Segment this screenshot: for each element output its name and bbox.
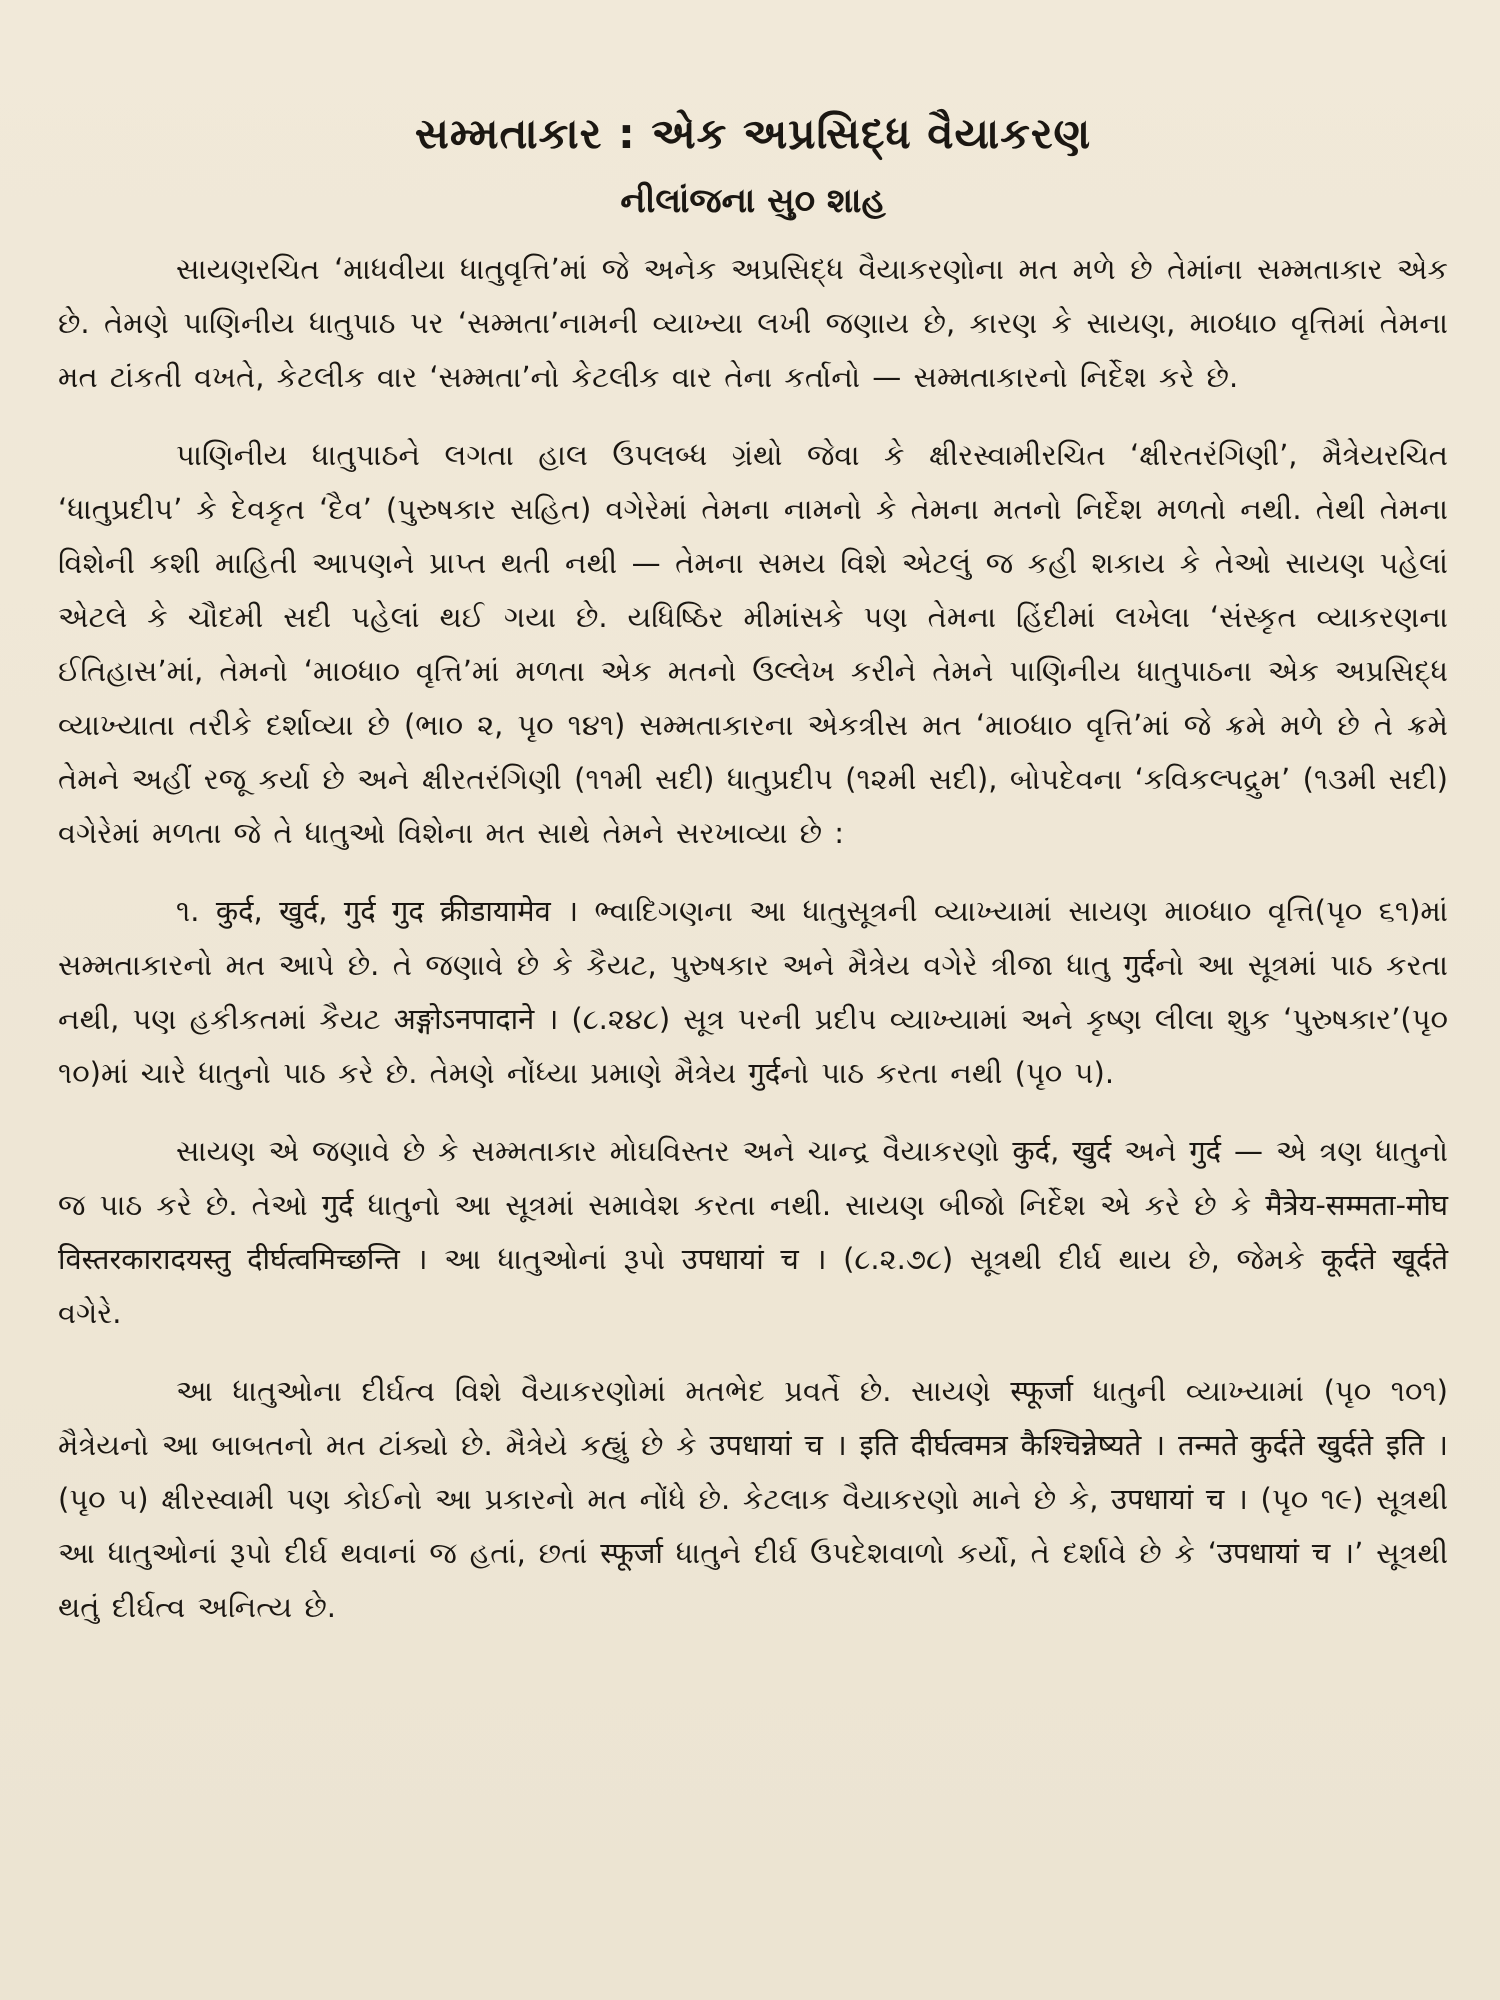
paragraph-5: આ ધાતુઓના દીર્ઘત્વ વિશે વૈયાકરણોમાં મતભેદ પ્રવર્તે છે. સાયણે स्फूर्जा ધાતુની વ્યાખ્યામાં (પૃ૦ ૧૦૧) મૈત્રેયનો આ બાબતનો મત ટાંક્યો છે. મૈત્રેયે કહ્યું છે કે उपधायां च । इति दीर्घत्वमत्र कैश्चिन्नेष्यते । तन्मते कुर्दते खुर्दते इति । (પૃ૦ ૫) ક્ષીરસ્વામી પણ કોઈનો આ પ્રકારનો મત નોંધે છે. કેટલાક વૈયાકરણો માને છે કે, उपधायां च । (પૃ૦ ૧૯) સૂત્રથી આ ધાતુઓનાં રૂપો દીર્ઘ થવાનાં જ હતાં, છતાં स्फूर्जा ધાતુને દીર્ઘ ઉપદેશવાળો કર્યો, તે દર્શાવે છે કે ‘उपधायां च ।’ સૂત્રથી થતું દીર્ઘત્વ અનિત્ય છે. <box>58 1374 1448 1624</box>
paragraph-3: ૧. कुर्द, खुर्द, गुर्द गुद क्रीडायामेव । ભ્વાદિગણના આ ધાતુસૂત્રની વ્યાખ્યામાં સાયણ મા૦ધા૦ વૃત્તિ(પૃ૦ ૬૧)માં સમ્મતાકારનો મત આપે છે. તે જણાવે છે કે કૈયટ, પુરુષકાર અને મૈત્રેય વગેરે ત્રીજા ધાતુ गुर्दનો આ સૂત્રમાં પાઠ કરતા નથી, પણ હકીકતમાં કૈયટ अङ्गोऽनपादाने । (૮.૨૪૮) સૂત્ર પરની પ્રદીપ વ્યાખ્યામાં અને કૃષ્ણ લીલા શુક ‘પુરુષકાર’(પૃ૦ ૧૦)માં ચારે ધાતુનો પાઠ કરે છે. તેમણે નોંધ્યા પ્રમાણે મૈત્રેય गुर्दનો પાઠ કરતા નથી (પૃ૦ ૫). <box>58 894 1448 1090</box>
paragraph-2: પાણિનીય ધાતુપાઠને લગતા હાલ ઉપલબ્ધ ગ્રંથો જેવા કે ક્ષીરસ્વામીરચિત ‘ક્ષીરતરંગિણી’, મૈત્રેયરચિત ‘ધાતુપ્રદીપ’ કે દેવકૃત ‘દૈવ’ (પુરુષકાર સહિત) વગેરેમાં તેમના નામનો કે તેમના મતનો નિર્દેશ મળતો નથી. તેથી તેમના વિશેની કશી માહિતી આપણને પ્રાપ્ત થતી નથી — તેમના સમય વિશે એટલું જ કહી શકાય કે તેઓ સાયણ પહેલાં એટલે કે ચૌદમી સદી પહેલાં થઈ ગયા છે. યધિષ્ઠિર મીમાંસકે પણ તેમના હિંદીમાં લખેલા ‘સંસ્કૃત વ્યાકરણના ઈતિહાસ’માં, તેમનો ‘મા૦ધા૦ વૃત્તિ’માં મળતા એક મતનો ઉલ્લેખ કરીને તેમને પાણિનીય ધાતુપાઠના એક અપ્રસિદ્ધ વ્યાખ્યાતા તરીકે દર્શાવ્યા છે (ભા૦ ૨, પૃ૦ ૧૪૧) સમ્મતાકારના એકત્રીસ મત ‘મા૦ધા૦ વૃત્તિ’માં જે ક્રમે મળે છે તે ક્રમે તેમને અહીં રજૂ કર્યા છે અને ક્ષીરતરંગિણી (૧૧મી સદી) ધાતુપ્રદીપ (૧૨મી સદી), બોપદેવના ‘કવિકલ્પદ્રુમ’ (૧૩મી સદી) વગેરેમાં મળતા જે તે ધાતુઓ વિશેના મત સાથે તેમને સરખાવ્યા છે : <box>58 438 1448 850</box>
article-author: નીલાંજના સુ૦ શાહ <box>620 181 886 221</box>
article-title: સમ્મતાકાર : એક અપ્રસિદ્ધ વૈયાકરણ <box>414 109 1092 158</box>
paragraph-4: સાયણ એ જણાવે છે કે સમ્મતાકાર મોઘવિસ્તર અને ચાન્દ્ર વૈયાકરણો कुर्द, खुर्द અને गुर्द — એ ત્રણ ધાતુનો જ પાઠ કરે છે. તેઓ गुर्द ધાતુનો આ સૂત્રમાં સમાવેશ કરતા નથી. સાયણ બીજો નિર્દેશ એ કરે છે કે मैत्रेय-सम्मता-मोघ विस्तरकारादयस्तु दीर्घत्वमिच्छन्ति । આ ધાતુઓનાં રૂપો उपधायां च । (૮.૨.૭૮) સૂત્રથી દીર્ઘ થાય છે, જેમકે कूर्दते खूर्दते વગેરે. <box>58 1134 1448 1330</box>
paragraph-1: સાયણરચિત ‘માધવીયા ધાતુવૃત્તિ’માં જે અનેક અપ્રસિદ્ધ વૈયાકરણોના મત મળે છે તેમાંના સમ્મતાકાર એક છે. તેમણે પાણિનીય ધાતુપાઠ પર ‘સમ્મતા’નામની વ્યાખ્યા લખી જણાય છે, કારણ કે સાયણ, મા૦ધા૦ વૃત્તિમાં તેમના મત ટાંકતી વખતે, કેટલીક વાર ‘સમ્મતા’નો કેટલીક વાર તેના કર્તાનો — સમ્મતાકારનો નિર્દેશ કરે છે. <box>58 252 1448 394</box>
